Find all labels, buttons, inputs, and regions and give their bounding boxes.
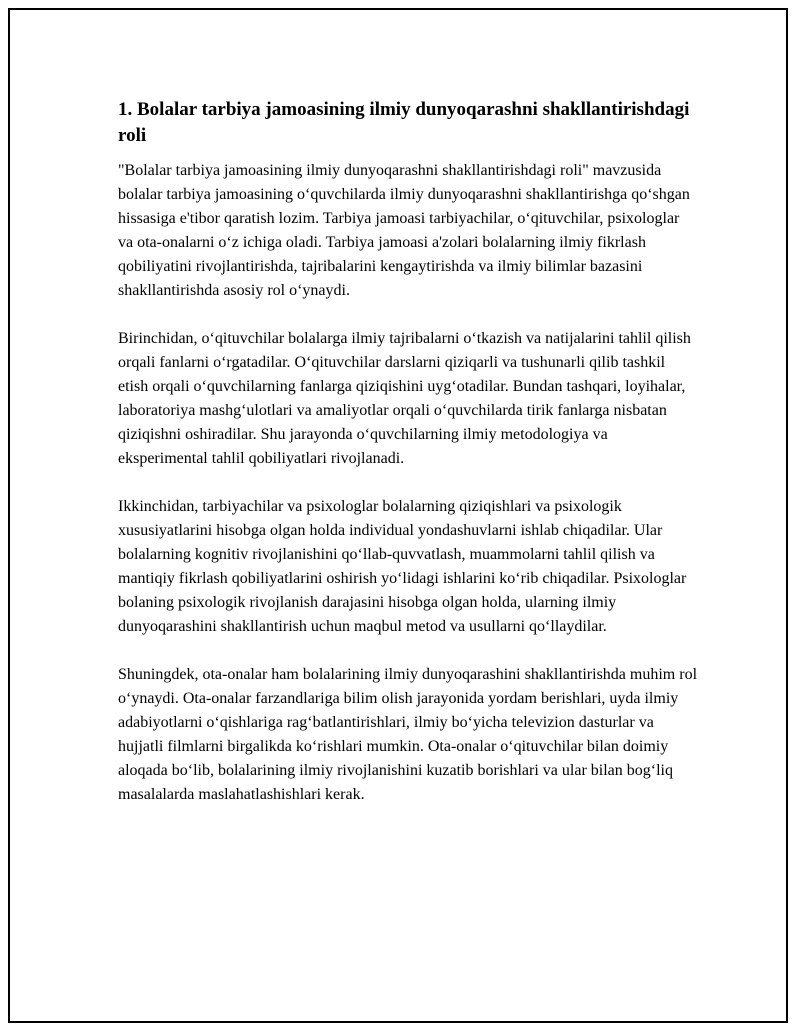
document-body bbox=[118, 97, 698, 831]
paragraph-intro: "Bolalar tarbiya jamoasining ilmiy dunyoqarashni shakllantirishdagi roli" mavzusida bolalar tarbiya jamoasining o‘quvchilarda ilmiy dunyoqarashni shakllantirishga qo‘shgan hissasiga e'tibor qaratish lozim. Tarbiya jamoasi tarbiyachilar, o‘qituvchilar, psixologlar va ota-onalarni o‘z ichiga oladi. Tarbiya jamoasi a'zolari bolalarning ilmiy fikrlash qobiliyatini rivojlantirishda, tajribalarini kengaytirishda va ilmiy bilimlar bazasini shakllantirishda asosiy rol o‘ynaydi. bbox=[118, 162, 690, 299]
paragraph-parents: Shuningdek, ota-onalar ham bolalarining ilmiy dunyoqarashini shakllantirishda muhim rol o‘ynaydi. Ota-onalar farzandlariga bilim olish jarayonida yordam berishlari, uyda ilmiy adabiyotlarni o‘qishlariga rag‘batlantirishlari, ilmiy bo‘yicha televizion dasturlar va hujjatli filmlarni birgalikda ko‘rishlari mumkin. Ota-onalar o‘qituvchilar bilan doimiy aloqada bo‘lib, bolalarining ilmiy rivojlanishini kuzatib borishlari va ular bilan bog‘liq masalalarda maslahatlashishlari kerak. bbox=[118, 666, 698, 803]
paragraph-teachers: Birinchidan, o‘qituvchilar bolalarga ilmiy tajribalarni o‘tkazish va natijalarini tahlil qilish orqali fanlarni o‘rgatadilar. O‘qituvchilar darslarni qiziqarli va tushunarli qilib tashkil etish orqali o‘quvchilarning fanlarga qiziqishini uyg‘otadilar. Bundan tashqari, loyihalar, laboratoriya mashg‘ulotlari va amaliyotlar orqali o‘quvchilarda tirik fanlarga nisbatan qiziqishni oshiradilar. Shu jarayonda o‘quvchilarning ilmiy metodologiya va eksperimental tahlil qobiliyatlari rivojlanadi. bbox=[118, 330, 691, 467]
section-heading: 1. Bolalar tarbiya jamoasining ilmiy dunyoqarashni shakllantirishdagi roli bbox=[118, 99, 690, 146]
paragraph-psychologists: Ikkinchidan, tarbiyachilar va psixologlar bolalarning qiziqishlari va psixologik xususiyatlarini hisobga olgan holda individual yondashuvlarni ishlab chiqadilar. Ular bolalarning kognitiv rivojlanishini qo‘llab-quvvatlash, muammolarni tahlil qilish va mantiqiy fikrlash qobiliyatlarini oshirish yo‘lidagi ishlarini ko‘rib chiqadilar. Psixologlar bolaning psixologik rivojlanish darajasini hisobga olgan holda, ularning ilmiy dunyoqarashini shakllantirish uchun maqbul metod va usullarni qo‘llaydilar. bbox=[118, 498, 687, 635]
